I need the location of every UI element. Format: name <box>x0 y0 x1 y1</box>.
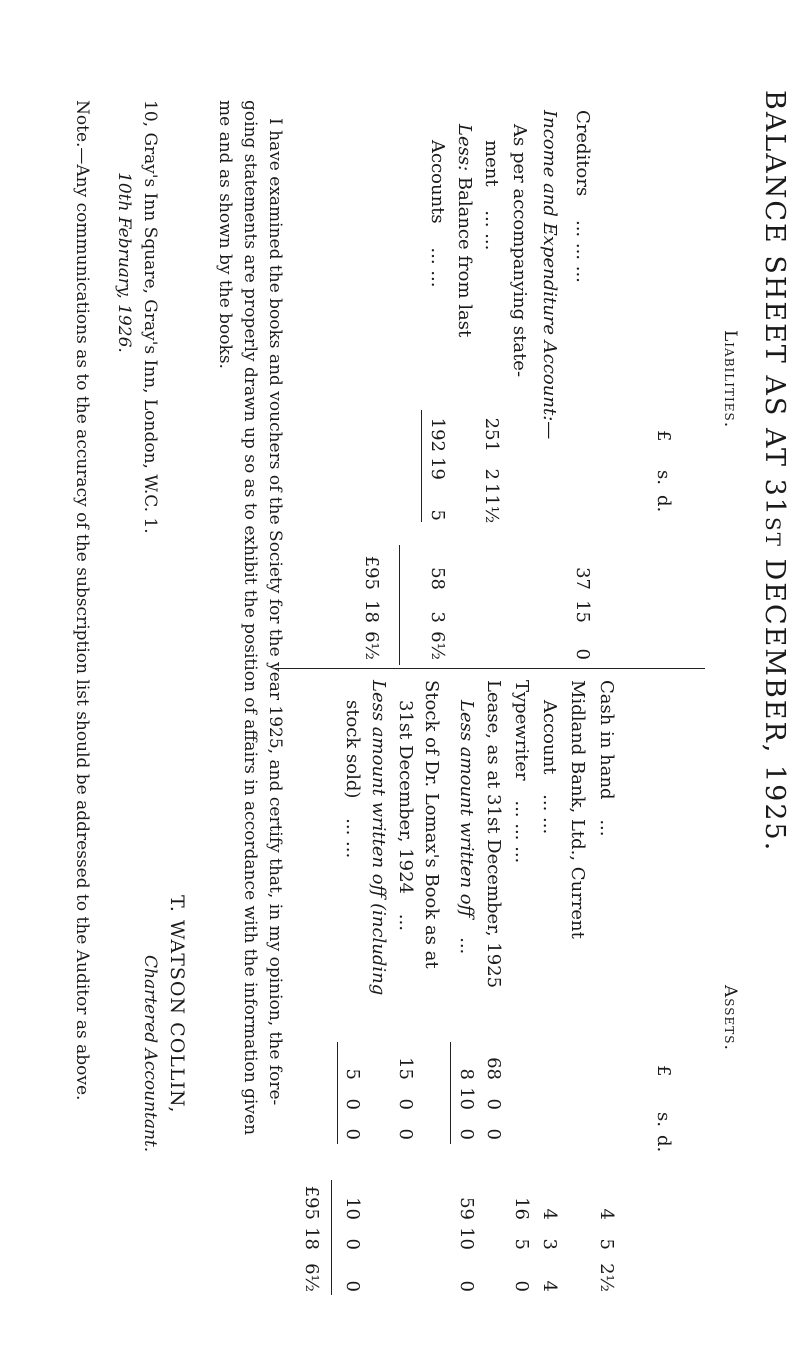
income-net-pence: 6½ <box>427 631 448 660</box>
stock-line1: Stock of Dr. Lomax's Book as at <box>421 680 442 969</box>
lease-less-row: Less amount written off ... <box>456 700 477 955</box>
stock-line2: 31st December, 1924 ... <box>395 700 416 931</box>
as-per-line2: ment ... ... <box>481 140 502 251</box>
income-net-shillings: 3 <box>427 611 448 623</box>
lease-subtotal-rule <box>450 1042 451 1144</box>
liabilities-total-pence: 6½ <box>361 631 382 660</box>
cash-in-hand-pounds: 4 <box>596 1208 617 1220</box>
assets-total-pence: 6½ <box>301 1263 322 1292</box>
typewriter-row: Typewriter ... ... ... <box>511 680 532 864</box>
income-net-pounds: 58 <box>427 567 448 590</box>
lease-net-pounds: 59 <box>456 1197 477 1220</box>
stock-less-shillings: 0 <box>342 1098 363 1110</box>
liabilities-col-pence: d. <box>653 495 674 513</box>
liabilities-total-shillings: 18 <box>361 600 382 623</box>
address-line: 10, Gray's Inn Square, Gray's Inn, London, W.C. 1. <box>140 100 160 534</box>
typewriter-pounds: 16 <box>511 1197 532 1220</box>
typewriter-shillings: 5 <box>511 1238 532 1250</box>
cash-in-hand-pence: 2½ <box>596 1263 617 1292</box>
stock-less-line2: stock sold) ... ... <box>342 700 363 859</box>
typewriter-pence: 0 <box>511 1280 532 1292</box>
midland-bank-pence: 4 <box>539 1280 560 1292</box>
midland-bank-pounds: 4 <box>539 1208 560 1220</box>
lease-row: Lease, as at 31st December, 1925 <box>483 680 504 989</box>
column-divider <box>275 668 705 669</box>
less-balance-line2: Accounts ... ... <box>427 140 448 288</box>
liabilities-col-pounds: £ <box>653 430 674 442</box>
note-line: Note.—Any communications as to the accuracy of the subscription list should be addressed to the Auditor as above. <box>72 100 92 1101</box>
auditor-name: T. WATSON COLLIN, <box>166 895 188 1114</box>
assets-total-rule <box>331 1180 332 1295</box>
liabilities-total-pounds: £95 <box>361 555 382 590</box>
less-balance-line1: Less: Balance from last <box>454 124 475 338</box>
as-per-line1: As per accompanying state- <box>509 124 530 378</box>
stock-pence: 0 <box>395 1128 416 1140</box>
lease-shillings: 0 <box>483 1098 504 1110</box>
stock-less-line1: Less amount written off (including <box>368 680 389 996</box>
as-per-shillings: 2 <box>481 468 502 480</box>
stock-net-pounds: 10 <box>342 1197 363 1220</box>
assets-total-pounds: £95 <box>301 1185 322 1220</box>
lease-less-pounds: 8 <box>456 1068 477 1080</box>
stock-subtotal-rule <box>337 1042 338 1144</box>
lease-net-shillings: 10 <box>456 1227 477 1250</box>
cash-in-hand-shillings: 5 <box>596 1238 617 1250</box>
stock-pounds: 15 <box>395 1057 416 1080</box>
liabilities-col-shillings: s. <box>653 470 674 485</box>
less-balance-shillings: 19 <box>427 457 448 480</box>
subtotal-rule <box>421 410 422 522</box>
certificate-line1: I have examined the books and vouchers of the Society for the year 1925, and certify that, in my opinion, the fore- <box>265 118 285 1106</box>
auditor-title: Chartered Accountant. <box>140 955 160 1153</box>
cash-in-hand-row: Cash in hand ... <box>596 680 617 837</box>
lease-less-pence: 0 <box>456 1128 477 1140</box>
income-expenditure-heading: Income and Expenditure Account:— <box>539 110 560 440</box>
creditors-label: Creditors <box>572 110 593 197</box>
assets-col-pounds: £ <box>653 1065 674 1077</box>
less-balance-pence: 5 <box>427 509 448 521</box>
as-per-pence: 11½ <box>481 483 502 524</box>
page-title: BALANCE SHEET AS AT 31ST DECEMBER, 1925. <box>759 90 790 853</box>
creditors-row: Creditors ... ... ... <box>572 110 593 283</box>
creditors-pence: 0 <box>572 648 593 660</box>
liabilities-heading: Liabilities. <box>720 330 740 429</box>
midland-bank-line1: Midland Bank, Ltd., Current <box>567 680 588 939</box>
lease-less-shillings: 10 <box>456 1087 477 1110</box>
address-date: 10th February, 1926. <box>114 172 134 353</box>
stock-less-pounds: 5 <box>342 1068 363 1080</box>
lease-pence: 0 <box>483 1128 504 1140</box>
stock-net-shillings: 0 <box>342 1238 363 1250</box>
as-per-pounds: 251 <box>481 417 502 452</box>
midland-bank-shillings: 3 <box>539 1238 560 1250</box>
stock-less-pence: 0 <box>342 1128 363 1140</box>
stock-shillings: 0 <box>395 1098 416 1110</box>
lease-pounds: 68 <box>483 1057 504 1080</box>
assets-heading: Assets. <box>720 985 740 1051</box>
assets-col-shillings: s. <box>653 1112 674 1127</box>
certificate-line2: going statements are properly drawn up so as to exhibit the position of affairs in accordance with the information given <box>240 100 260 1136</box>
lease-net-pence: 0 <box>456 1280 477 1292</box>
assets-col-pence: d. <box>653 1135 674 1153</box>
stock-net-pence: 0 <box>342 1280 363 1292</box>
creditors-pounds: 37 <box>572 567 593 590</box>
certificate-line3: me and as shown by the books. <box>215 100 235 369</box>
less-balance-pounds: 192 <box>427 417 448 452</box>
assets-total-shillings: 18 <box>301 1227 322 1250</box>
midland-bank-line2: Account ... ... <box>539 700 560 835</box>
liabilities-total-rule <box>399 545 400 665</box>
creditors-shillings: 15 <box>572 600 593 623</box>
